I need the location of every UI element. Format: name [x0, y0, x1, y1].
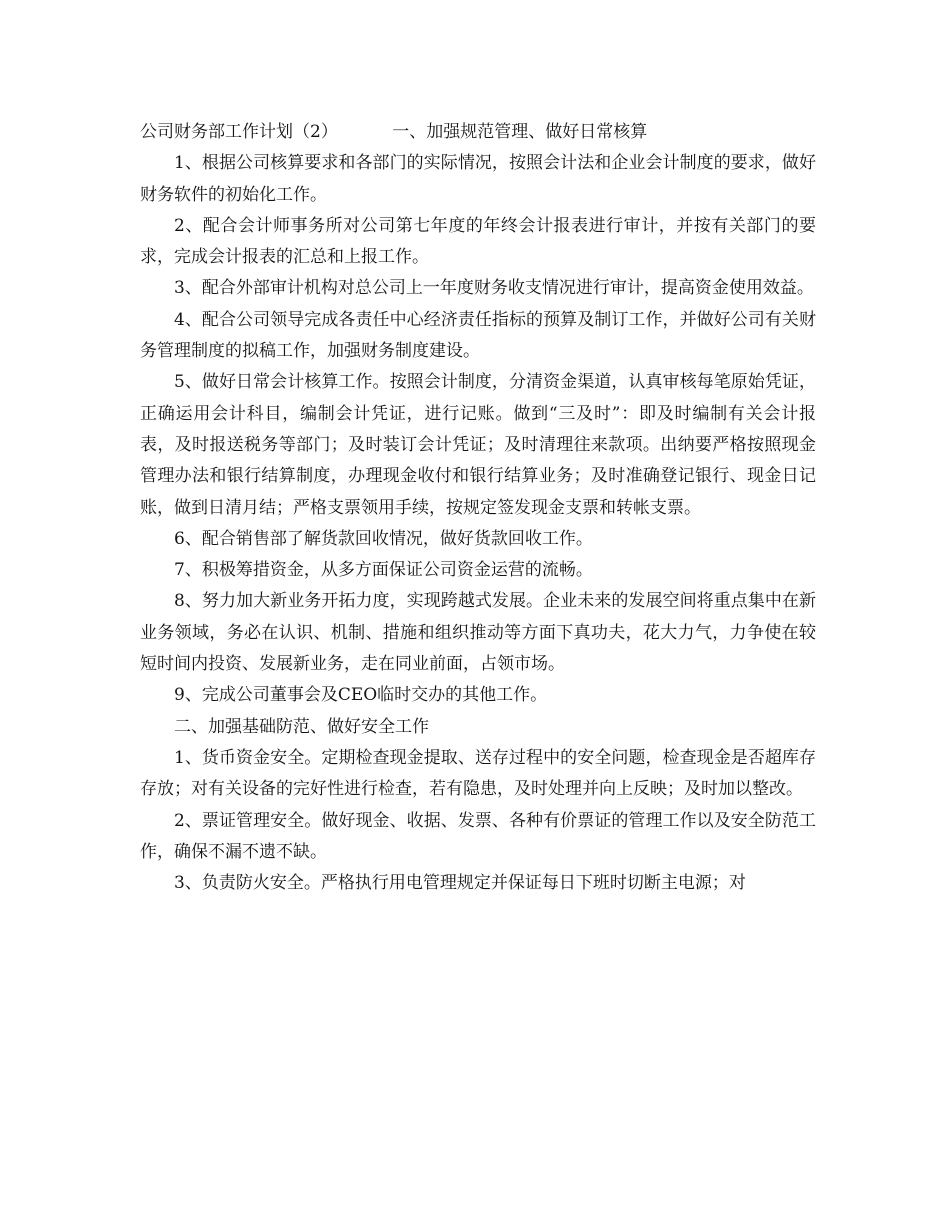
paragraph: 5、做好日常会计核算工作。按照会计制度，分清资金渠道，认真审核每笔原始凭证，正确运用会计科目，编制会计凭证，进行记账。做到“三及时”：即及时编制有关会计报表，及时报送税务等部门；及时装订会计凭证；及时清理往来款项。出纳要严格按照现金管理办法和银行结算制度，办理现金收付和银行结算业务；及时准确登记银行、现金日记账，做到日清月结；严格支票领用手续，按规定签发现金支票和转帐支票。 [140, 372, 816, 518]
paragraph: 1、货币资金安全。定期检查现金提取、送存过程中的安全问题，检查现金是否超库存存放；对有关设备的完好性进行检查，若有隐患，及时处理并向上反映；及时加以整改。 [140, 747, 816, 800]
section-heading-2: 二、加强基础防范、做好安全工作 [174, 716, 429, 737]
title-line [140, 117, 816, 148]
document-title: 公司财务部工作计划（2） [140, 122, 338, 142]
paragraph: 3、负责防火安全。严格执行用电管理规定并保证每日下班时切断主电源；对 [174, 873, 746, 894]
document-page [140, 117, 816, 899]
paragraph: 7、积极筹措资金，从多方面保证公司资金运营的流畅。 [174, 560, 593, 581]
paragraph: 3、配合外部审计机构对总公司上一年度财务收支情况进行审计，提高资金使用效益。 [174, 278, 814, 299]
paragraph: 6、配合销售部了解货款回收情况，做好货款回收工作。 [174, 528, 593, 549]
paragraph: 1、根据公司核算要求和各部门的实际情况，按照会计法和企业会计制度的要求，做好财务软件的初始化工作。 [140, 153, 816, 205]
paragraph: 4、配合公司领导完成各责任中心经济责任指标的预算及制订工作，并做好公司有关财务管理制度的拟稿工作，加强财务制度建设。 [140, 309, 816, 362]
paragraph: 2、票证管理安全。做好现金、收据、发票、各种有价票证的管理工作以及安全防范工作，确保不漏不遗不缺。 [140, 810, 816, 862]
paragraph: 9、完成公司董事会及CEO临时交办的其他工作。 [174, 685, 548, 706]
paragraph: 8、努力加大新业务开拓力度，实现跨越式发展。企业未来的发展空间将重点集中在新业务领域，务必在认识、机制、措施和组织推动等方面下真功夫，花大力气，力争使在较短时间内投资、发展新业务，走在同业前面，占领市场。 [140, 591, 816, 675]
section-heading-1: 一、加强规范管理、做好日常核算 [392, 122, 648, 142]
paragraph: 2、配合会计师事务所对公司第七年度的年终会计报表进行审计，并按有关部门的要求，完成会计报表的汇总和上报工作。 [140, 215, 816, 268]
